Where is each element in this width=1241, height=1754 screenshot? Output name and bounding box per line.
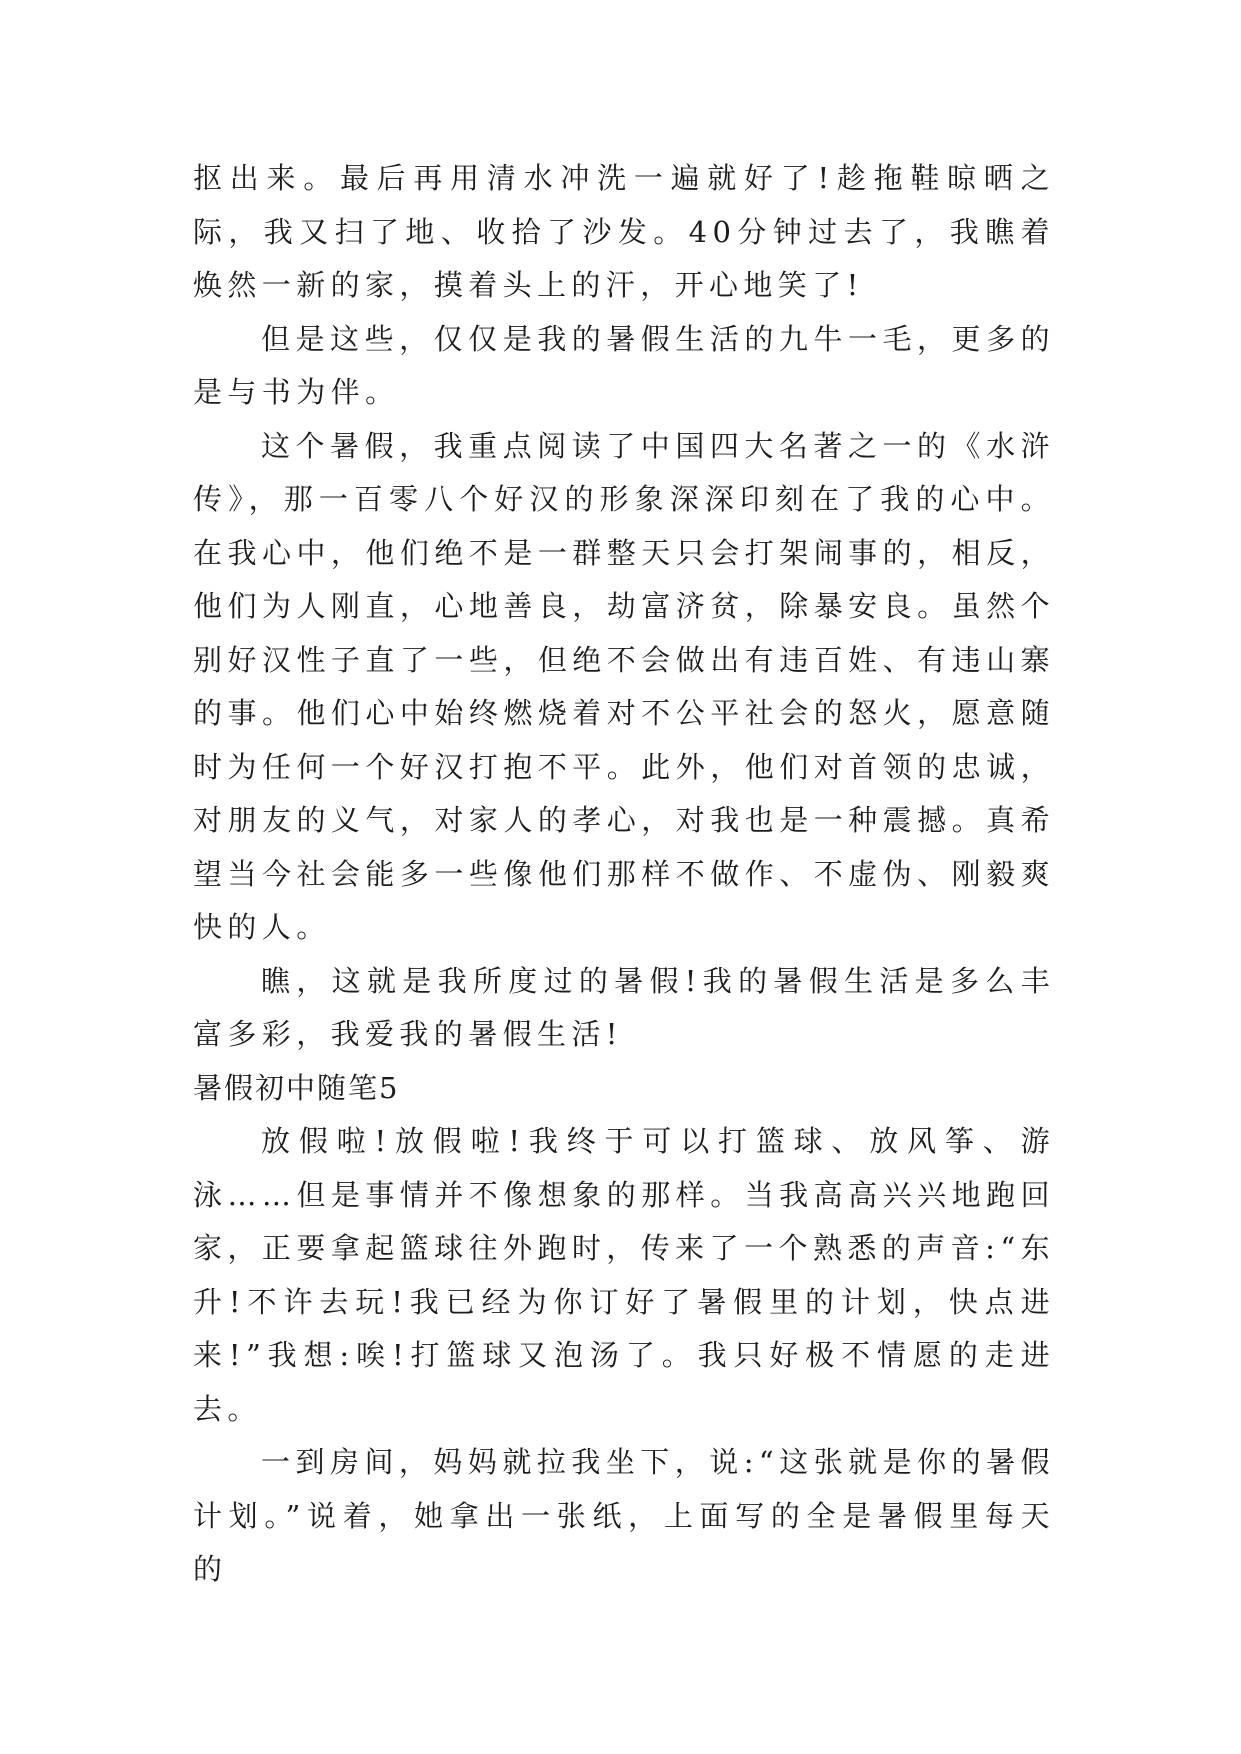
section-heading: 暑假初中随笔5 bbox=[193, 1070, 400, 1105]
paragraph-reading-intro: 但是这些，仅仅是我的暑假生活的九牛一毛，更多的是与书为伴。 bbox=[193, 321, 1055, 409]
paragraph-water-margin: 这个暑假，我重点阅读了中国四大名著之一的《水浒传》，那一百零八个好汉的形象深深印刻在了我的心中。在我心中，他们绝不是一群整天只会打架闹事的，相反，他们为人刚直，心地善良，劫富济贫，除暴安良。虽然个别好汉性子直了一些，但绝不会做出有违百姓、有违山寨的事。他们心中始终燃烧着对不公平社会的怒火，愿意随时为任何一个好汉打抱不平。此外，他们对首领的忠诚，对朋友的义气，对家人的孝心，对我也是一种震撼。真希望当今社会能多一些像他们那样不做作、不虚伪、刚毅爽快的人。 bbox=[193, 428, 1055, 944]
paragraph-vacation-start: 放假啦!放假啦!我终于可以打篮球、放风筝、游泳……但是事情并不像想象的那样。当我高高兴兴地跑回家，正要拿起篮球往外跑时，传来了一个熟悉的声音:“东升!不许去玩!我已经为你订好了暑假里的计划，快点进来!”我想:唉!打篮球又泡汤了。我只好极不情愿的走进去。 bbox=[193, 1124, 1055, 1426]
paragraph-summary: 瞧，这就是我所度过的暑假!我的暑假生活是多么丰富多彩，我爱我的暑假生活! bbox=[193, 963, 1055, 1051]
paragraph-continued: 抠出来。最后再用清水冲洗一遍就好了!趁拖鞋晾晒之际，我又扫了地、收拾了沙发。40分钟过去了，我瞧着焕然一新的家，摸着头上的汗，开心地笑了! bbox=[193, 161, 1055, 302]
document-body bbox=[193, 152, 1055, 1597]
paragraph-plan: 一到房间，妈妈就拉我坐下，说:“这张就是你的暑假计划。”说着，她拿出一张纸，上面写的全是暑假里每天的 bbox=[193, 1445, 1055, 1586]
